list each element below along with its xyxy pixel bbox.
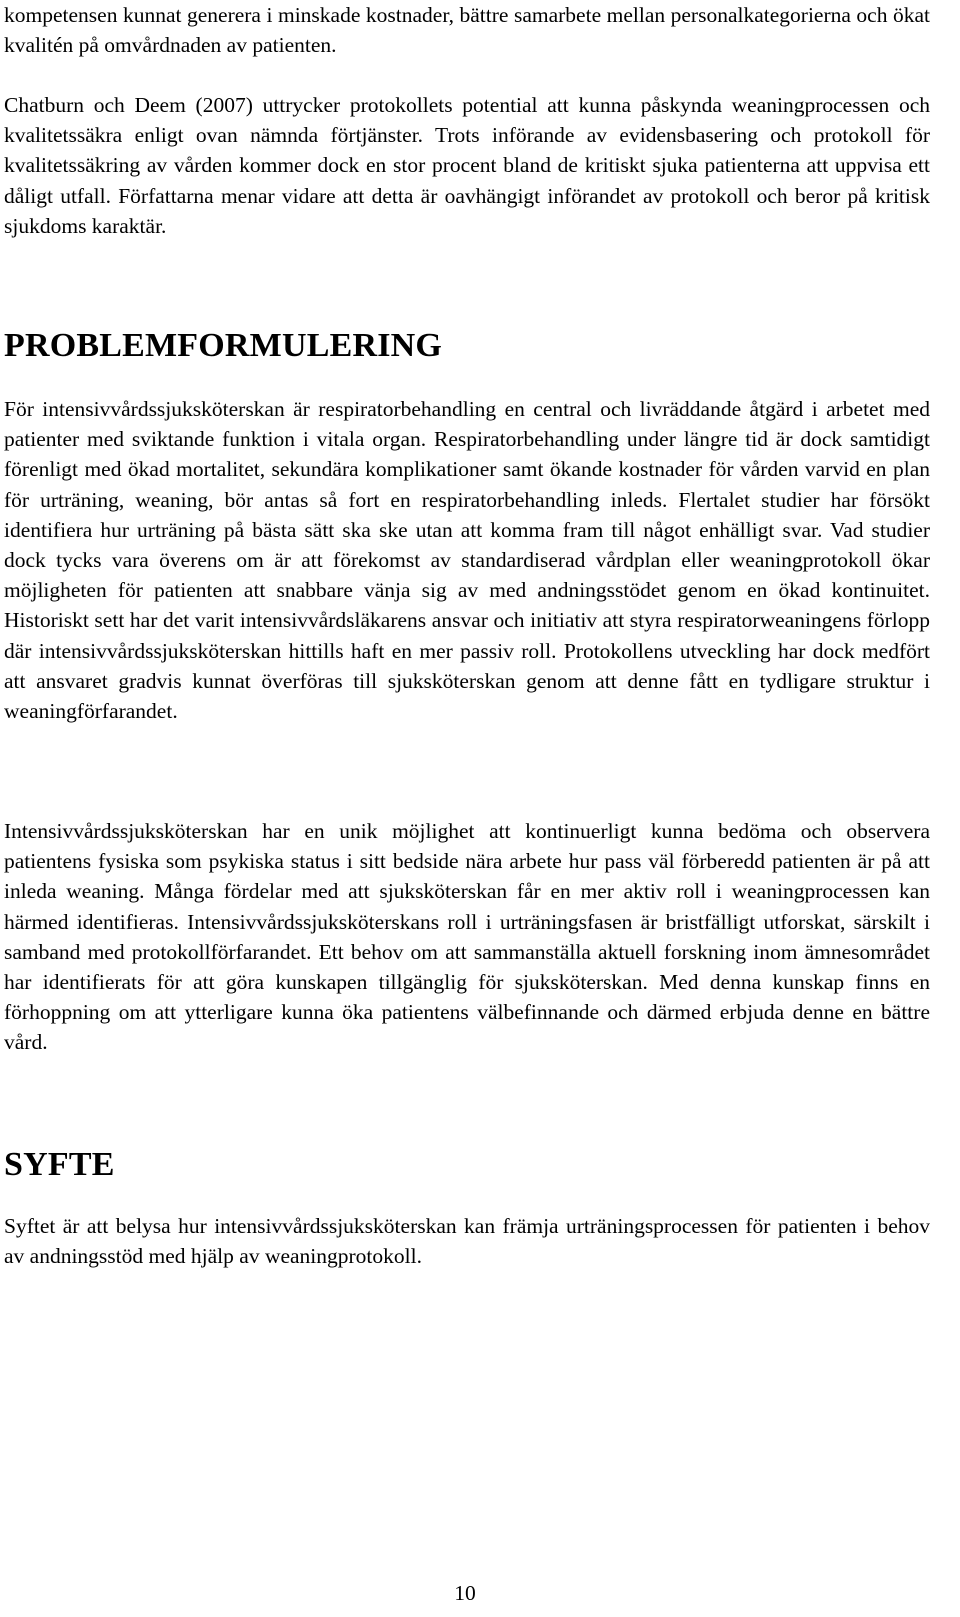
heading-syfte: SYFTE (4, 1146, 115, 1183)
intro-paragraph-2: Chatburn och Deem (2007) uttrycker protokollets potential att kunna påskynda weaningprocessen och kvalitetssäkra enligt ovan nämnda förtjänster. Trots införande av evidensbasering och protokoll för kvalitetssäkring av vården kommer dock en stor procent bland de kritiskt sjuka patienterna att uppvisa ett dåligt utfall. Författarna menar vidare att detta är oavhängigt införandet av protokoll och beror på kritisk sjukdoms karaktär. (4, 93, 930, 238)
problem-paragraph-1: För intensivvårdssjuksköterskan är respiratorbehandling en central och livräddande åtgärd i arbetet med patienter med sviktande funktion i vitala organ. Respiratorbehandling under längre tid är dock samtidigt förenligt med ökad mortalitet, sekundära komplikationer samt ökande kostnader för vården varvid en plan för urträning, weaning, bör antas så fort en respiratorbehandling inleds. Flertalet studier har försökt identifiera hur urträning på bästa sätt ska ske utan att komma fram till något enhälligt svar. Vad studier dock tycks vara överens om är att förekomst av standardiserad vårdplan eller weaningprotokoll ökar möjligheten för patienten att snabbare vänja sig av med andningsstödet genom en ökad kontinuitet. Historiskt sett har det varit intensivvårdsläkarens ansvar och initiativ att styra respiratorweaningens förlopp där intensivvårdssjuksköterskan hittills haft en mer passiv roll. Protokollens utveckling har dock medfört att ansvaret gradvis kunnat överföras till sjuksköterskan genom att denne fått en tydligare struktur i weaningförfarandet. (4, 397, 930, 724)
heading-problemformulering: PROBLEMFORMULERING (4, 327, 443, 364)
syfte-paragraph: Syftet är att belysa hur intensivvårdssjuksköterskan kan främja urträningsprocessen för patienten i behov av andningsstöd med hjälp av weaningprotokoll. (4, 1214, 930, 1269)
problem-paragraph-2: Intensivvårdssjuksköterskan har en unik möjlighet att kontinuerligt kunna bedöma och observera patientens fysiska som psykiska status i sitt bedside nära arbete hur pass väl förberedd patienten är på att inleda weaning. Många fördelar med att sjuksköterskan får en mer aktiv roll i weaningprocessen kan härmed identifieras. Intensivvårdssjuksköterskans roll i urträningsfasen är bristfälligt utforskat, särskilt i samband med protokollförfarandet. Ett behov om att sammanställa aktuell forskning inom ämnesområdet har identifierats för att göra kunskapen tillgänglig för sjuksköterskan. Med denna kunskap finns en förhoppning om att ytterligare kunna öka patientens välbefinnande och därmed erbjuda denne en bättre vård. (4, 819, 930, 1055)
intro-paragraph-1: kompetensen kunnat generera i minskade kostnader, bättre samarbete mellan personalkategorierna och ökat kvalitén på omvårdnaden av patienten. (4, 3, 930, 58)
page-number: 10 (454, 1581, 476, 1605)
